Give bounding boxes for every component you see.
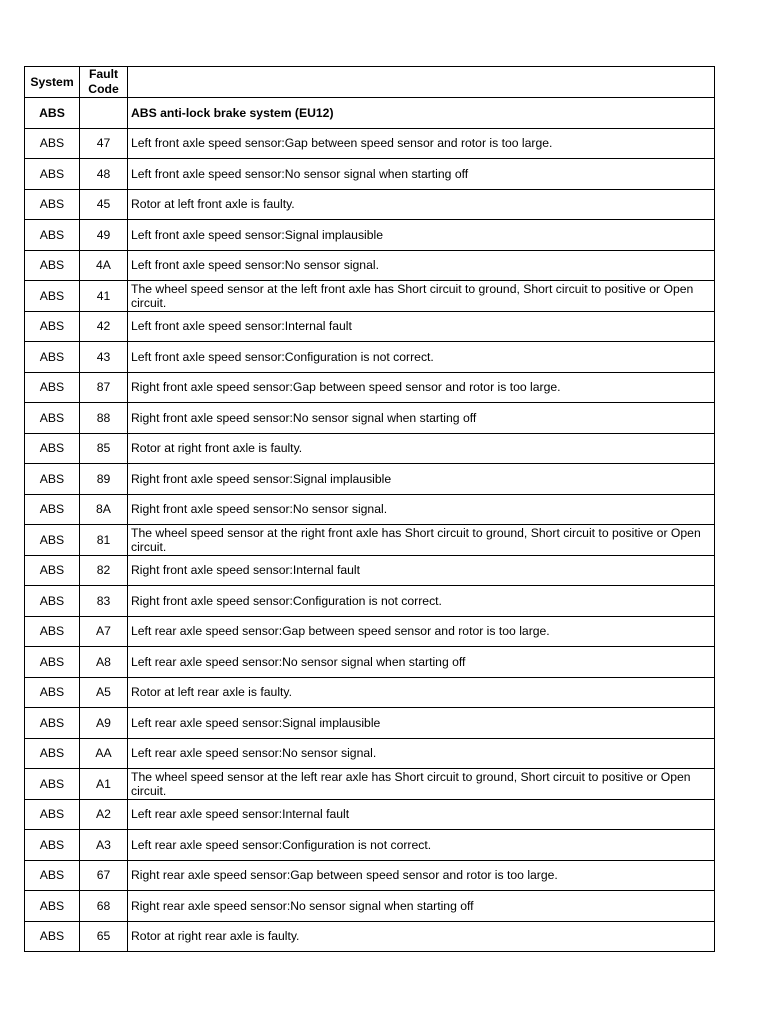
row-system-cell: ABS <box>25 708 80 739</box>
row-description-cell: Left front axle speed sensor:No sensor signal. <box>128 250 715 281</box>
row-system-cell: ABS <box>25 555 80 586</box>
row-system-cell: ABS <box>25 281 80 312</box>
row-fault-code-cell: 83 <box>80 586 128 617</box>
table-row <box>25 464 715 495</box>
row-fault-code-cell: 85 <box>80 433 128 464</box>
row-fault-code-cell: A5 <box>80 677 128 708</box>
row-system-cell: ABS <box>25 860 80 891</box>
header-system: System <box>25 67 80 98</box>
row-system-cell: ABS <box>25 891 80 922</box>
row-fault-code-cell: 65 <box>80 921 128 952</box>
table-row <box>25 403 715 434</box>
row-description-cell: Left rear axle speed sensor:Signal implausible <box>128 708 715 739</box>
row-description-cell: Rotor at left front axle is faulty. <box>128 189 715 220</box>
row-description-cell: Rotor at right front axle is faulty. <box>128 433 715 464</box>
section-system: ABS <box>25 98 80 129</box>
row-system-cell: ABS <box>25 921 80 952</box>
row-description-cell: Rotor at left rear axle is faulty. <box>128 677 715 708</box>
row-system-cell: ABS <box>25 372 80 403</box>
row-system-cell: ABS <box>25 738 80 769</box>
row-description-cell: Right front axle speed sensor:Internal fault <box>128 555 715 586</box>
table-row <box>25 525 715 556</box>
table-row <box>25 342 715 373</box>
row-fault-code-cell: 45 <box>80 189 128 220</box>
row-description-cell: The wheel speed sensor at the right front axle has Short circuit to ground, Short circuit to positive or Open circuit. <box>128 525 715 556</box>
row-description-cell: The wheel speed sensor at the left rear axle has Short circuit to ground, Short circuit to positive or Open circuit. <box>128 769 715 800</box>
row-system-cell: ABS <box>25 433 80 464</box>
section-row <box>25 98 715 129</box>
row-system-cell: ABS <box>25 403 80 434</box>
row-fault-code-cell: 48 <box>80 159 128 190</box>
row-fault-code-cell: 81 <box>80 525 128 556</box>
table-row <box>25 311 715 342</box>
row-fault-code-cell: A9 <box>80 708 128 739</box>
row-description-cell: Right rear axle speed sensor:Gap between speed sensor and rotor is too large. <box>128 860 715 891</box>
row-description-cell: Left front axle speed sensor:No sensor signal when starting off <box>128 159 715 190</box>
section-code <box>80 98 128 129</box>
row-fault-code-cell: AA <box>80 738 128 769</box>
row-description-cell: Rotor at right rear axle is faulty. <box>128 921 715 952</box>
row-description-cell: Right front axle speed sensor:Gap between speed sensor and rotor is too large. <box>128 372 715 403</box>
row-description-cell: Left front axle speed sensor:Signal implausible <box>128 220 715 251</box>
row-fault-code-cell: 68 <box>80 891 128 922</box>
row-description-cell: The wheel speed sensor at the left front axle has Short circuit to ground, Short circuit to positive or Open circuit. <box>128 281 715 312</box>
row-system-cell: ABS <box>25 616 80 647</box>
table-row <box>25 921 715 952</box>
row-description-cell: Right front axle speed sensor:No sensor signal when starting off <box>128 403 715 434</box>
table-header <box>25 67 715 98</box>
table-row <box>25 891 715 922</box>
row-description-cell: Left front axle speed sensor:Internal fault <box>128 311 715 342</box>
table-row <box>25 677 715 708</box>
row-description-cell: Right front axle speed sensor:No sensor signal. <box>128 494 715 525</box>
row-fault-code-cell: 88 <box>80 403 128 434</box>
row-system-cell: ABS <box>25 830 80 861</box>
row-fault-code-cell: A2 <box>80 799 128 830</box>
row-description-cell: Left front axle speed sensor:Configuration is not correct. <box>128 342 715 373</box>
row-fault-code-cell: A1 <box>80 769 128 800</box>
row-system-cell: ABS <box>25 464 80 495</box>
table-row <box>25 159 715 190</box>
row-description-cell: Right rear axle speed sensor:No sensor signal when starting off <box>128 891 715 922</box>
row-system-cell: ABS <box>25 525 80 556</box>
row-fault-code-cell: 41 <box>80 281 128 312</box>
table-row <box>25 708 715 739</box>
row-system-cell: ABS <box>25 128 80 159</box>
table-row <box>25 250 715 281</box>
table-row <box>25 647 715 678</box>
table-row <box>25 799 715 830</box>
row-system-cell: ABS <box>25 647 80 678</box>
table-row <box>25 555 715 586</box>
table-row <box>25 220 715 251</box>
table-row <box>25 616 715 647</box>
table-row <box>25 738 715 769</box>
table-row <box>25 769 715 800</box>
row-description-cell: Left rear axle speed sensor:Internal fault <box>128 799 715 830</box>
table-body <box>25 98 715 952</box>
row-system-cell: ABS <box>25 159 80 190</box>
table-row <box>25 494 715 525</box>
row-system-cell: ABS <box>25 342 80 373</box>
row-system-cell: ABS <box>25 494 80 525</box>
row-system-cell: ABS <box>25 311 80 342</box>
header-row <box>25 67 715 98</box>
table-row <box>25 830 715 861</box>
row-description-cell: Left rear axle speed sensor:Gap between speed sensor and rotor is too large. <box>128 616 715 647</box>
row-description-cell: Right front axle speed sensor:Signal implausible <box>128 464 715 495</box>
row-fault-code-cell: 8A <box>80 494 128 525</box>
row-description-cell: Left rear axle speed sensor:No sensor signal when starting off <box>128 647 715 678</box>
row-description-cell: Left front axle speed sensor:Gap between speed sensor and rotor is too large. <box>128 128 715 159</box>
row-system-cell: ABS <box>25 189 80 220</box>
row-fault-code-cell: 49 <box>80 220 128 251</box>
section-title: ABS anti-lock brake system (EU12) <box>128 98 715 129</box>
table-row <box>25 433 715 464</box>
row-system-cell: ABS <box>25 799 80 830</box>
row-system-cell: ABS <box>25 677 80 708</box>
fault-code-table <box>24 66 715 952</box>
table-row <box>25 189 715 220</box>
row-fault-code-cell: 87 <box>80 372 128 403</box>
row-fault-code-cell: 89 <box>80 464 128 495</box>
row-fault-code-cell: A7 <box>80 616 128 647</box>
row-fault-code-cell: 42 <box>80 311 128 342</box>
row-fault-code-cell: 67 <box>80 860 128 891</box>
row-system-cell: ABS <box>25 586 80 617</box>
row-system-cell: ABS <box>25 250 80 281</box>
table-row <box>25 372 715 403</box>
row-fault-code-cell: 82 <box>80 555 128 586</box>
table-row <box>25 586 715 617</box>
row-description-cell: Left rear axle speed sensor:Configuration is not correct. <box>128 830 715 861</box>
row-system-cell: ABS <box>25 769 80 800</box>
row-description-cell: Left rear axle speed sensor:No sensor signal. <box>128 738 715 769</box>
row-system-cell: ABS <box>25 220 80 251</box>
row-fault-code-cell: 47 <box>80 128 128 159</box>
row-fault-code-cell: A3 <box>80 830 128 861</box>
table-row <box>25 860 715 891</box>
table-row <box>25 128 715 159</box>
header-fault-code: Fault Code <box>80 67 128 98</box>
row-fault-code-cell: 43 <box>80 342 128 373</box>
table-row <box>25 281 715 312</box>
row-fault-code-cell: 4A <box>80 250 128 281</box>
row-description-cell: Right front axle speed sensor:Configuration is not correct. <box>128 586 715 617</box>
header-description <box>128 67 715 98</box>
row-fault-code-cell: A8 <box>80 647 128 678</box>
